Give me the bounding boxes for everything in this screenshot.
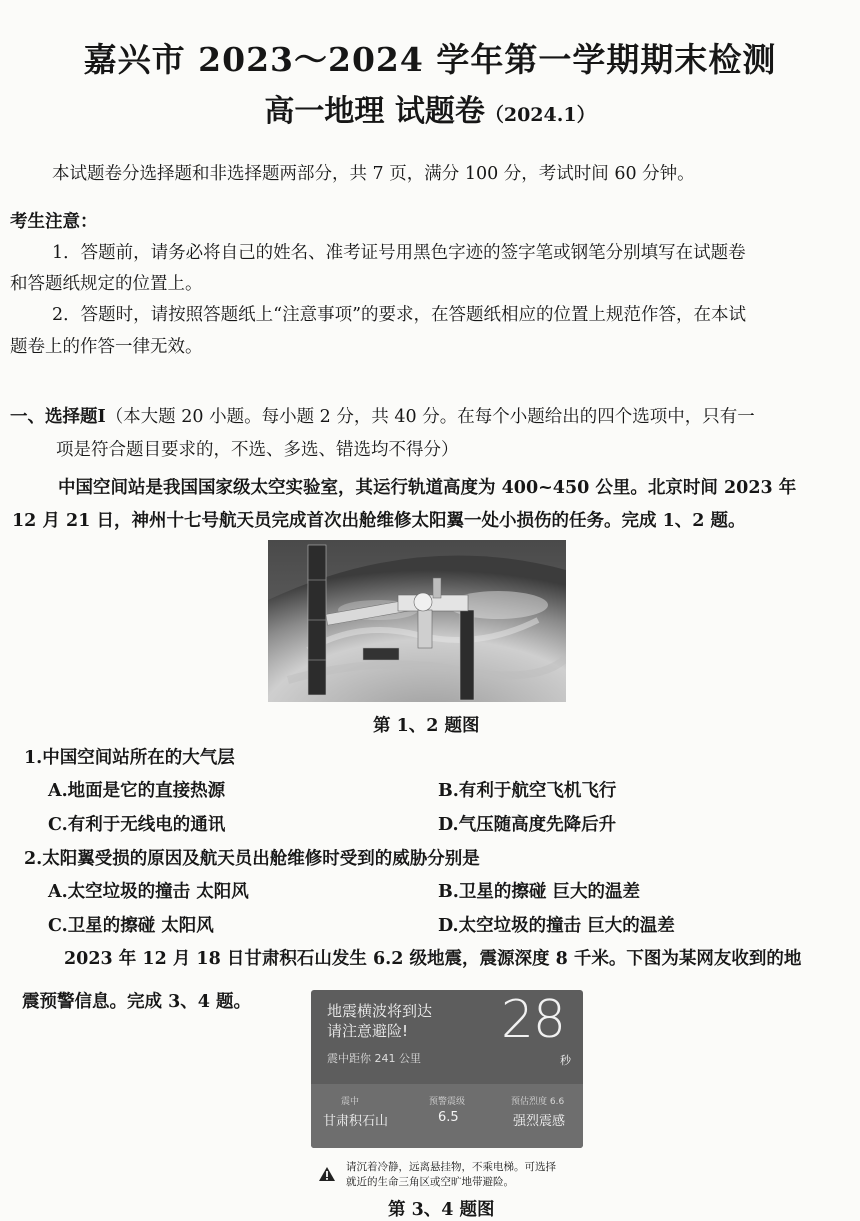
question-2-stem: 2.太阳翼受损的原因及航天员出舱维修时受到的威胁分别是 xyxy=(24,849,480,869)
alert-magnitude-label: 预警震级 xyxy=(429,1097,466,1107)
passage-1-line-2: 12 月 21 日，神州十七号航天员完成首次出舱维修太阳翼一处小损伤的任务。完成 1、2 题。 xyxy=(12,511,746,531)
question-1-option-c: C.有利于无线电的通讯 xyxy=(48,815,226,835)
figure-2-caption: 第 3、4 题图 xyxy=(388,1200,495,1220)
question-2-option-d: D.太空垃圾的撞击 巨大的温差 xyxy=(438,916,675,936)
passage-2-line-2: 震预警信息。完成 3、4 题。 xyxy=(22,992,252,1012)
question-1-option-b: B.有利于航空飞机飞行 xyxy=(438,781,617,801)
alert-distance: 震中距你 241 公里 xyxy=(327,1052,421,1065)
figure-1-caption: 第 1、2 题图 xyxy=(373,716,480,736)
section-1-desc-line-2: 项是符合题目要求的，不选、多选、错选均不得分） xyxy=(56,440,459,460)
exam-date: （2024.1） xyxy=(484,104,596,126)
notice-item-1-line-1: 1．答题前，请务必将自己的姓名、准考证号用黑色字迹的签字笔或钢笔分别填写在试题卷 xyxy=(52,243,746,263)
alert-line-1: 地震横波将到达 xyxy=(327,1002,433,1020)
passage-2-line-1: 2023 年 12 月 18 日甘肃积石山发生 6.2 级地震，震源深度 8 千米。下图为某网友收到的地 xyxy=(64,949,802,969)
alert-line-2: 请注意避险! xyxy=(327,1022,409,1040)
warning-icon xyxy=(318,1166,336,1182)
exam-title: 嘉兴市 2023～2024 学年第一学期期末检测 xyxy=(83,40,777,79)
exam-subtitle xyxy=(0,86,860,130)
alert-intensity-label: 预估烈度 6.6 xyxy=(511,1097,565,1107)
alert-epicenter-label: 震中 xyxy=(341,1097,360,1107)
notice-heading: 考生注意： xyxy=(10,212,98,232)
question-1-stem: 1.中国空间站所在的大气层 xyxy=(24,748,235,768)
subtitle-text: 高一地理 试题卷 xyxy=(264,94,485,129)
earthquake-alert-screenshot xyxy=(311,990,583,1148)
passage-1-line-1: 中国空间站是我国国家级太空实验室，其运行轨道高度为 400~450 公里。北京时间 2023 年 xyxy=(58,478,797,498)
question-1-option-a: A.地面是它的直接热源 xyxy=(48,781,226,801)
notice-item-1-line-2: 和答题纸规定的位置上。 xyxy=(10,274,203,294)
alert-epicenter-value: 甘肃积石山 xyxy=(323,1114,389,1129)
question-2-option-a: A.太空垃圾的撞击 太阳风 xyxy=(48,882,249,902)
alert-magnitude-value: 6.5 xyxy=(438,1110,459,1125)
intro-text: 本试题卷分选择题和非选择题两部分，共 7 页，满分 100 分，考试时间 60 分钟。 xyxy=(52,164,695,184)
question-2-option-b: B.卫星的擦碰 巨大的温差 xyxy=(438,882,640,902)
space-station-photo xyxy=(268,540,566,702)
notice-item-2-line-2: 题卷上的作答一律无效。 xyxy=(10,337,203,357)
question-1-option-d: D.气压随高度先降后升 xyxy=(438,815,617,835)
question-2-option-c: C.卫星的擦碰 太阳风 xyxy=(48,916,214,936)
alert-countdown: 28 xyxy=(500,990,565,1050)
section-1-heading-line xyxy=(10,403,755,428)
alert-seconds-unit: 秒 xyxy=(560,1054,571,1067)
alert-intensity-value: 强烈震感 xyxy=(513,1114,566,1129)
notice-item-2-line-1: 2．答题时，请按照答题纸上“注意事项”的要求，在答题纸相应的位置上规范作答，在本试 xyxy=(52,305,747,325)
section-1-heading: 一、选择题Ⅰ xyxy=(10,407,106,427)
warning-line-1: 请沉着冷静，远离悬挂物，不乘电梯。可选择 xyxy=(346,1161,556,1173)
section-1-desc-line-1: （本大题 20 小题。每小题 2 分，共 40 分。在每个小题给出的四个选项中，只有一 xyxy=(105,407,755,427)
warning-line-2: 就近的生命三角区或空旷地带避险。 xyxy=(346,1176,514,1188)
